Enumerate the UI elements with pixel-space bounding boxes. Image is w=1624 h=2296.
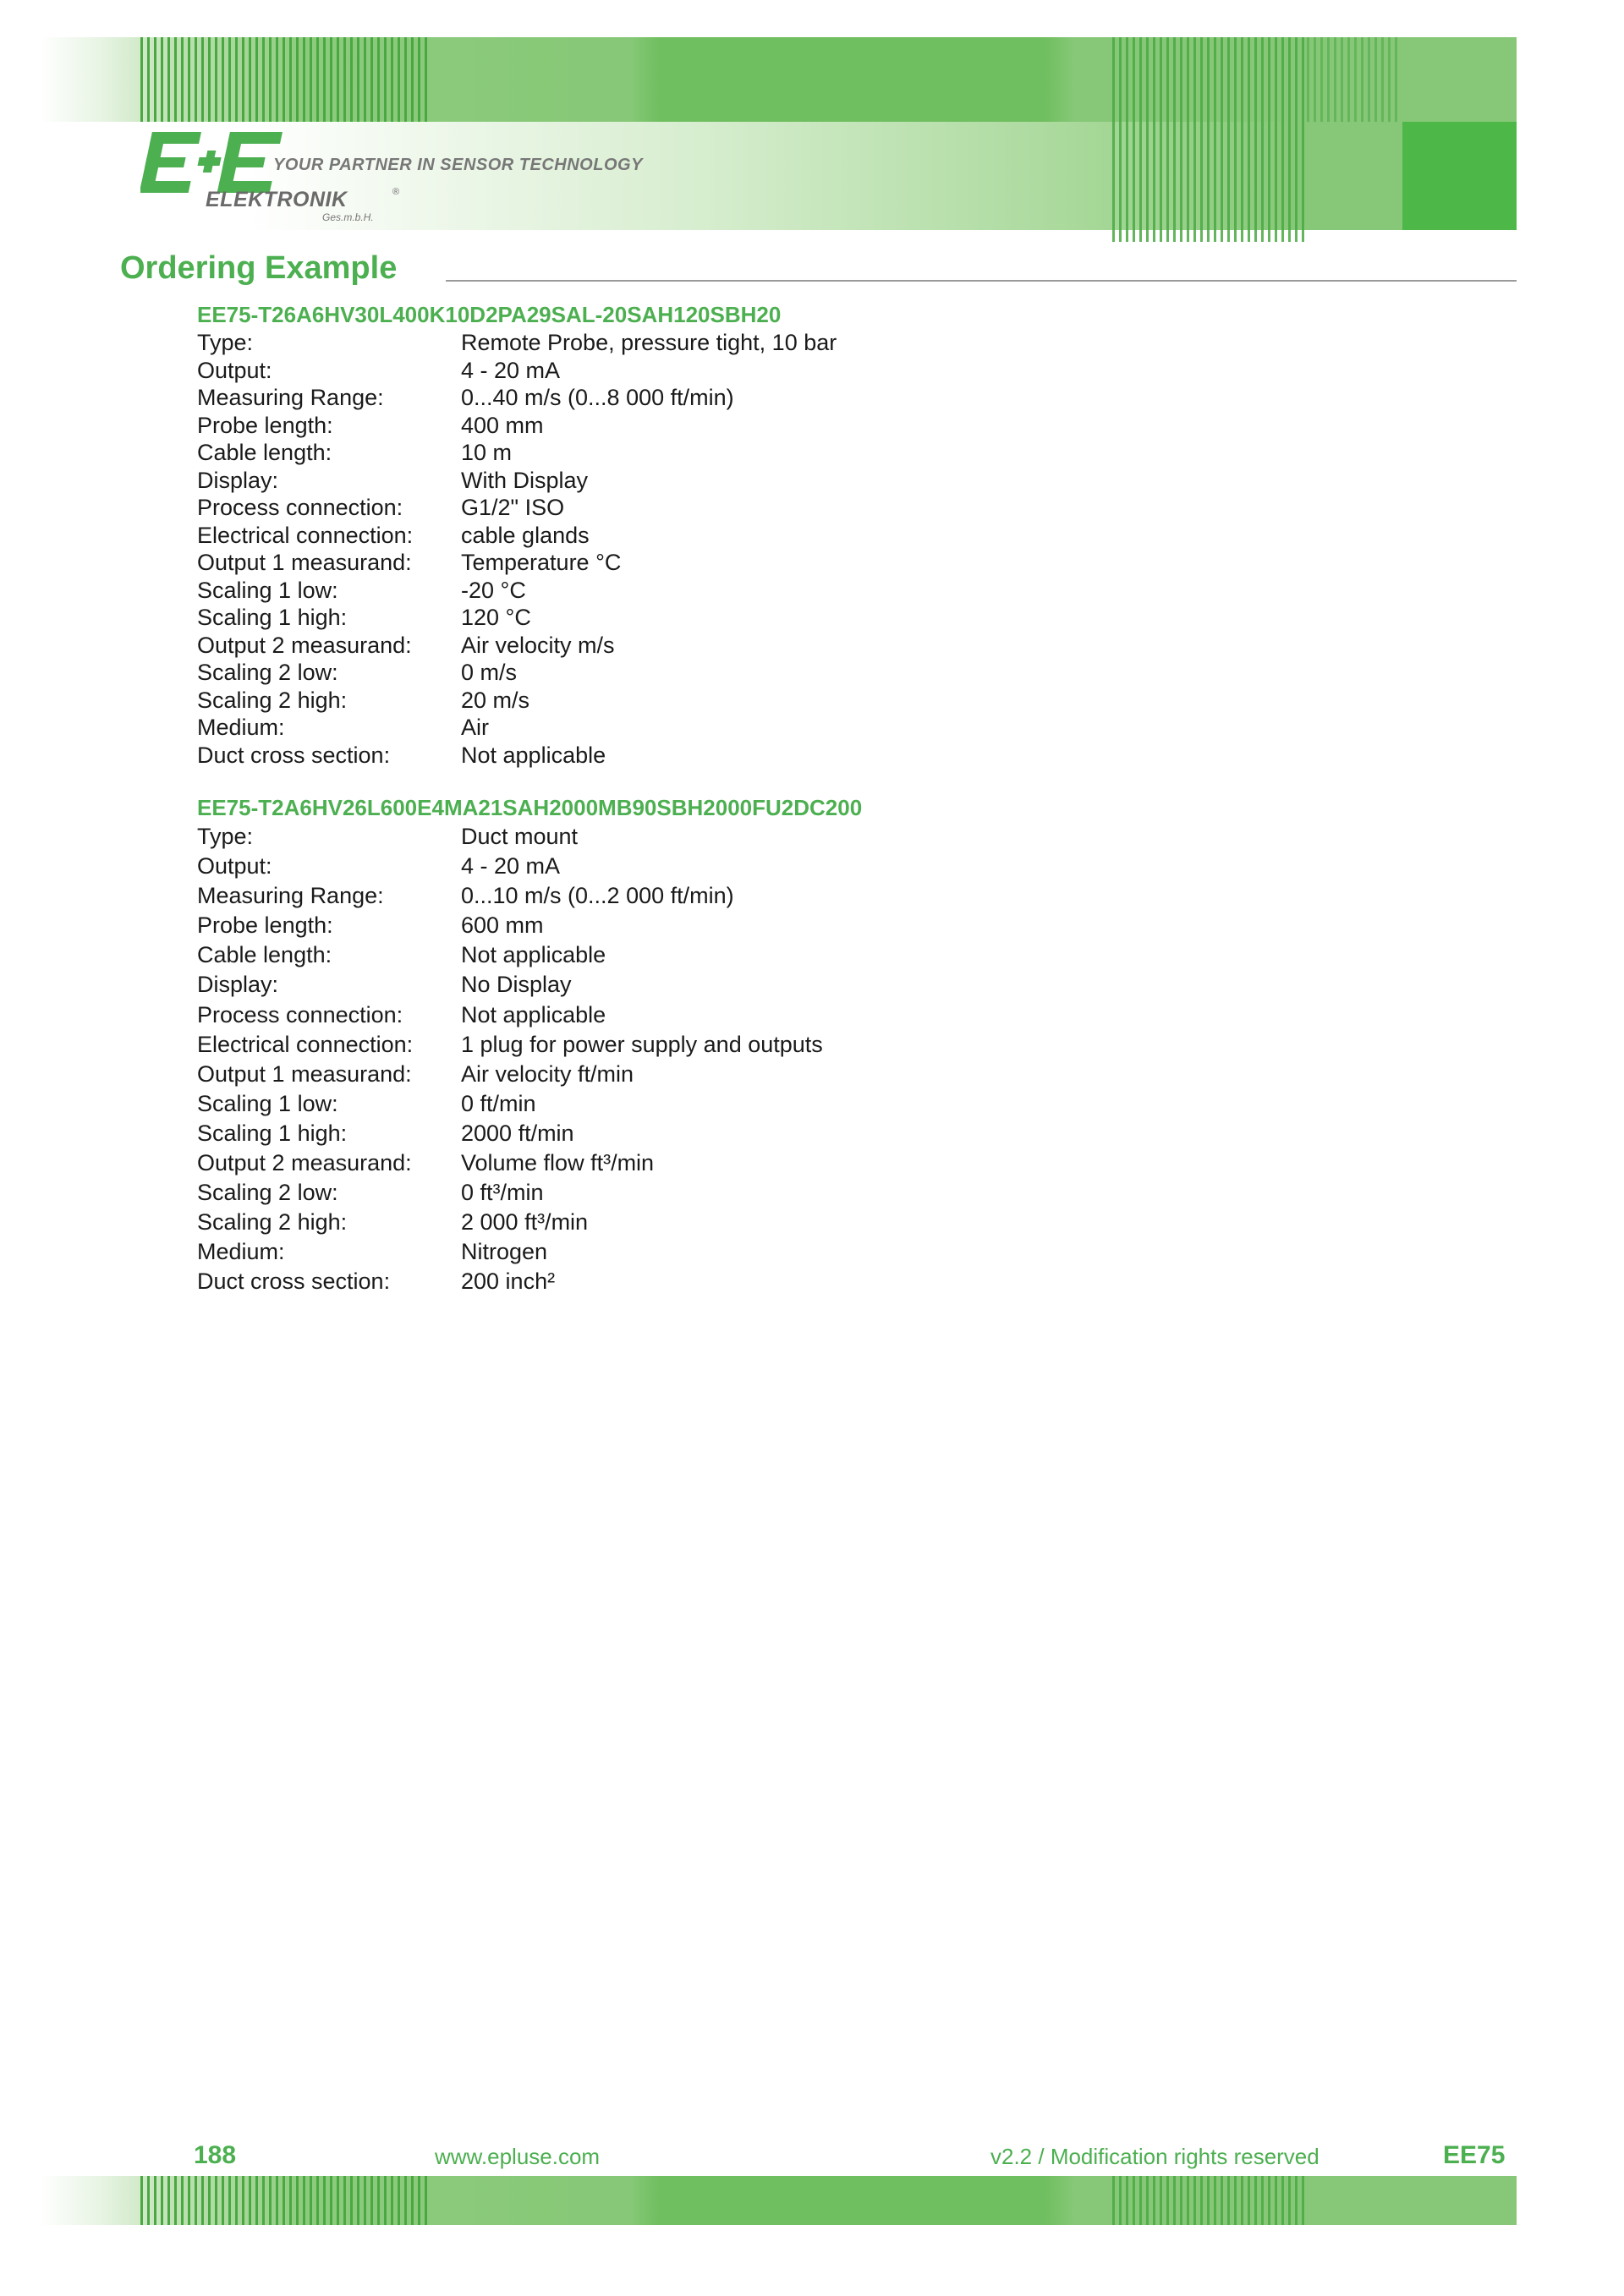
order-code: EE75-T2A6HV26L600E4MA21SAH2000MB90SBH2000FU2DC200 [197, 795, 863, 820]
spec-value: Remote Probe, pressure tight, 10 bar [461, 330, 837, 355]
spec-row-cable-length [197, 439, 837, 467]
spec-label: Output 2 measurand: [197, 1150, 412, 1176]
spec-label: Electrical connection: [197, 522, 414, 548]
spec-label: Scaling 1 low: [197, 577, 338, 603]
spec-value: Not applicable [461, 942, 606, 968]
spec-row-type [197, 329, 837, 357]
spec-row-scaling-1-low [197, 1089, 862, 1119]
spec-value: 0 ft³/min [461, 1180, 544, 1206]
spec-row-cable-length [197, 940, 862, 970]
spec-row-output-1-measurand [197, 1060, 862, 1089]
tagline: YOUR PARTNER IN SENSOR TECHNOLOGY [273, 156, 643, 174]
spec-value: 10 m [461, 440, 513, 465]
spec-row-type [197, 822, 862, 852]
spec-value: With Display [461, 467, 589, 493]
spec-row-electrical-connection [197, 522, 837, 550]
spec-value: Temperature °C [461, 550, 622, 575]
spec-row-probe-length [197, 911, 862, 940]
spec-row-scaling-2-high [197, 687, 837, 715]
spec-value: G1/2" ISO [461, 495, 565, 520]
spec-value: 2000 ft/min [461, 1120, 574, 1146]
footer-stripes-right [1112, 2176, 1307, 2225]
spec-row-measuring-range [197, 881, 862, 911]
spec-value: Duct mount [461, 824, 579, 849]
spec-value: 120 °C [461, 605, 531, 630]
spec-value: Air velocity ft/min [461, 1060, 634, 1087]
spec-value: 1 plug for power supply and outputs [461, 1031, 823, 1057]
spec-label: Probe length: [197, 912, 333, 939]
header-stripes-right [1112, 37, 1307, 242]
spec-row-process-connection [197, 494, 837, 522]
spec-label: Cable length: [197, 942, 332, 968]
spec-label: Type: [197, 330, 254, 355]
spec-value: cable glands [461, 522, 590, 548]
spec-label: Output 1 measurand: [197, 1060, 412, 1087]
spec-value: -20 °C [461, 577, 526, 603]
spec-label: Electrical connection: [197, 1031, 414, 1057]
footer-bar [41, 2176, 1517, 2225]
spec-value: Air velocity m/s [461, 632, 615, 658]
spec-value: 0...10 m/s (0...2 000 ft/min) [461, 883, 734, 909]
spec-value: No Display [461, 972, 572, 998]
spec-label: Output 2 measurand: [197, 632, 412, 658]
spec-row-output-1-measurand [197, 549, 837, 577]
website-link[interactable]: www.epluse.com [435, 2144, 601, 2169]
spec-label: Output: [197, 853, 272, 879]
page-number: 188 [194, 2141, 237, 2169]
spec-row-medium [197, 1237, 862, 1267]
spec-label: Process connection: [197, 495, 403, 520]
spec-label: Measuring Range: [197, 883, 384, 909]
product-code: EE75 [1443, 2141, 1506, 2169]
spec-label: Scaling 2 low: [197, 1180, 338, 1206]
spec-row-probe-length [197, 412, 837, 440]
spec-value: 2 000 ft³/min [461, 1209, 589, 1236]
spec-label: Measuring Range: [197, 385, 384, 410]
spec-label: Medium: [197, 715, 285, 740]
spec-row-scaling-1-high [197, 1119, 862, 1148]
spec-value: 200 inch² [461, 1269, 556, 1295]
spec-row-duct-cross-section [197, 1267, 862, 1296]
spec-value: 0 ft/min [461, 1090, 536, 1116]
spec-row-scaling-1-low [197, 577, 837, 605]
spec-row-duct-cross-section [197, 742, 837, 770]
spec-row-scaling-2-low [197, 659, 837, 687]
spec-label: Scaling 2 high: [197, 1209, 348, 1236]
spec-label: Scaling 1 high: [197, 1120, 348, 1146]
spec-label: Duct cross section: [197, 1269, 391, 1295]
spec-label: Scaling 2 low: [197, 660, 338, 685]
spec-label: Output: [197, 357, 272, 383]
header-green-block [1402, 122, 1517, 230]
spec-label: Scaling 2 high: [197, 687, 348, 713]
ordering-example-2 [197, 793, 862, 1297]
spec-value: Not applicable [461, 742, 606, 768]
spec-value: Volume flow ft³/min [461, 1150, 655, 1176]
spec-value: 4 - 20 mA [461, 357, 561, 383]
version-note: v2.2 / Modification rights reserved [990, 2144, 1320, 2169]
spec-value: 400 mm [461, 412, 544, 438]
header-stripes-left [140, 37, 428, 122]
order-code: EE75-T26A6HV30L400K10D2PA29SAL-20SAH120SBH20 [197, 302, 782, 327]
spec-row-electrical-connection [197, 1030, 862, 1060]
header-stripes-right-faint [1307, 37, 1400, 122]
section-title: Ordering Example [120, 250, 398, 286]
spec-label: Medium: [197, 1239, 285, 1265]
spec-value: 20 m/s [461, 687, 530, 713]
spec-label: Probe length: [197, 412, 333, 438]
spec-label: Duct cross section: [197, 742, 391, 768]
spec-value: 600 mm [461, 912, 544, 939]
spec-value: Air [461, 715, 489, 740]
spec-label: Display: [197, 467, 279, 493]
spec-row-scaling-1-high [197, 604, 837, 632]
spec-row-scaling-2-low [197, 1178, 862, 1208]
spec-label: Process connection: [197, 1001, 403, 1027]
spec-list [197, 329, 837, 769]
spec-value: Nitrogen [461, 1239, 548, 1265]
spec-value: 4 - 20 mA [461, 853, 561, 879]
section-divider [446, 280, 1517, 282]
brand-legal-form: Ges.m.b.H. [322, 211, 374, 223]
spec-list [197, 822, 862, 1297]
footer-stripes-left [140, 2176, 428, 2225]
spec-label: Scaling 1 low: [197, 1090, 338, 1116]
spec-row-output [197, 357, 837, 385]
spec-row-process-connection [197, 1000, 862, 1030]
spec-row-measuring-range [197, 384, 837, 412]
spec-row-scaling-2-high [197, 1208, 862, 1237]
spec-row-display [197, 467, 837, 495]
spec-label: Cable length: [197, 440, 332, 465]
ordering-example-1 [197, 300, 837, 769]
header-banner [41, 37, 1517, 242]
registered-mark: ® [392, 187, 400, 197]
spec-row-medium [197, 714, 837, 742]
spec-value: 0 m/s [461, 660, 518, 685]
spec-row-output-2-measurand [197, 632, 837, 660]
spec-label: Type: [197, 824, 254, 849]
spec-label: Output 1 measurand: [197, 550, 412, 575]
spec-label: Scaling 1 high: [197, 605, 348, 630]
spec-label: Display: [197, 972, 279, 998]
spec-value: 0...40 m/s (0...8 000 ft/min) [461, 385, 734, 410]
spec-value: Not applicable [461, 1001, 606, 1027]
brand-name: ELEKTRONIK [206, 188, 348, 211]
spec-row-display [197, 970, 862, 1000]
spec-row-output [197, 852, 862, 881]
spec-row-output-2-measurand [197, 1148, 862, 1178]
